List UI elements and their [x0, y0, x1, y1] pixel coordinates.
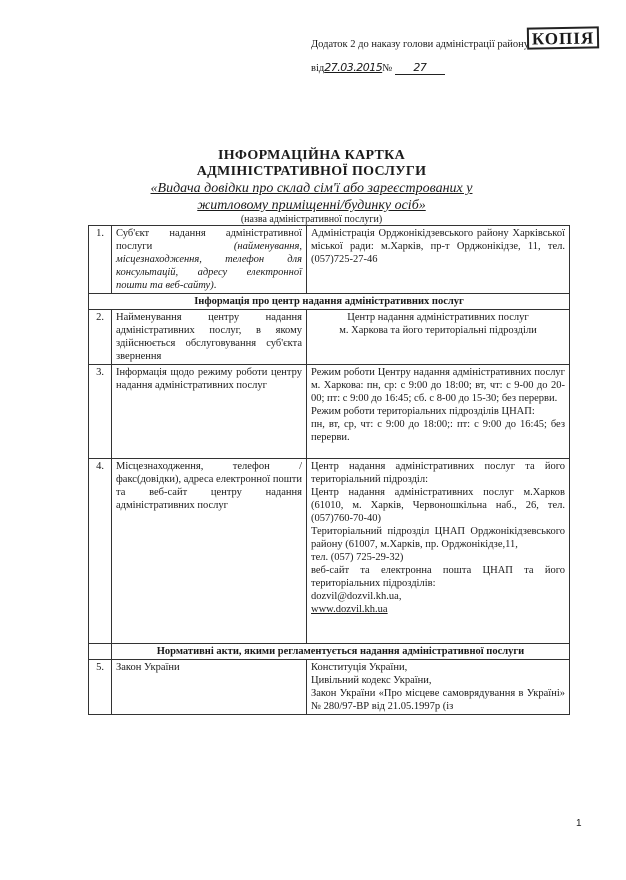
section-header: Інформація про центр надання адміністративних послуг	[89, 294, 570, 310]
row-label-tail: .	[213, 280, 217, 291]
row-label-italic: (найменування, місцезнаходження, телефон для консультацій, адресу електронної пошти та веб-сайту)	[116, 241, 302, 291]
table-row	[89, 365, 570, 459]
row-value-line: Конституція України,	[311, 662, 408, 673]
row-value-paragraph: тел. (057) 725-29-32)	[311, 552, 404, 563]
row-number: 1.	[89, 226, 112, 294]
handwritten-date: 27.03.2015	[324, 61, 383, 74]
row-value-paragraph: Режим роботи територіальних підрозділів ЦНАП:	[311, 406, 535, 417]
service-name-caption: (назва адміністративної послуги)	[240, 214, 383, 225]
row-value-line: м. Харкова та його територіальні підрозділи	[339, 325, 537, 336]
page-number: 1	[576, 818, 582, 829]
row-value	[307, 365, 570, 459]
empty-cell	[89, 644, 112, 660]
row-label	[112, 226, 307, 294]
section-header-row	[89, 644, 570, 660]
row-number: 2.	[89, 310, 112, 365]
row-value-line: Центр надання адміністративних послуг	[347, 312, 529, 323]
table-row	[89, 226, 570, 294]
row-label: Найменування центру надання адміністративних послуг, в якому здійснюється обслуговування суб'єкта звернення	[112, 310, 307, 365]
title-line-1: ІНФОРМАЦІЙНА КАРТКА	[217, 148, 406, 163]
website-link[interactable]: www.dozvil.kh.ua	[311, 604, 388, 615]
row-value-paragraph: Режим роботи Центру надання адміністративних послуг м. Харкова: пн, ср: с 9:00 до 18:00; вт, чт: с 9-00 до 20-00; пт: с 9:00 до 16:45; сб. с 8-00 до 15-30; без перерви.	[311, 367, 565, 404]
service-name-line-2: житловому приміщенні/будинку осіб»	[197, 198, 426, 213]
row-label: Закон України	[112, 660, 307, 715]
row-value	[307, 660, 570, 715]
row-value-paragraph: Центр надання адміністративних послуг м.Харков (61010, м. Харків, Червоношкільна наб., 26, тел. (057)760-70-40)	[311, 487, 565, 524]
row-value-paragraph: Центр надання адміністративних послуг та його територіальний підрозділ:	[311, 461, 565, 485]
row-value-paragraph: пн, вт, ср, чт: с 9:00 до 18:00;: пт: с 9:00 до 16:45; без перерви.	[311, 419, 565, 443]
date-prefix: від	[311, 63, 325, 74]
table-row	[89, 660, 570, 715]
handwritten-number: 27	[395, 61, 445, 75]
email-address: dozvil@dozvil.kh.ua,	[311, 591, 402, 602]
service-name-line-1: «Видача довідки про склад сім'ї або зареєстрованих у	[150, 181, 473, 196]
table-row	[89, 310, 570, 365]
row-value	[307, 310, 570, 365]
title-line-2: АДМІНІСТРАТИВНОЇ ПОСЛУГИ	[196, 164, 427, 179]
section-header: Нормативні акти, якими регламентується надання адміністративної послуги	[112, 644, 570, 660]
row-value: Адміністрація Орджонікідзевського району Харківської міської ради: м.Харків, пр-т Орджонікідзе, 11, тел. (057)725-27-46	[307, 226, 570, 294]
row-spacer	[311, 616, 565, 642]
row-label: Місцезнаходження, телефон /факс(довідки), адреса електронної пошти та веб-сайт центру надання адміністративних послуг	[112, 459, 307, 644]
copy-stamp: КОПІЯ	[527, 26, 599, 49]
title-block	[90, 148, 533, 226]
info-card-table	[88, 225, 570, 715]
row-value-line: Цивільний кодекс України,	[311, 675, 432, 686]
section-header-row	[89, 294, 570, 310]
row-value-paragraph: Територіальний підрозділ ЦНАП Орджонікідзевського району (61007, м.Харків, пр. Орджонікідзе,11,	[311, 526, 565, 550]
row-number: 3.	[89, 365, 112, 459]
row-value-paragraph: веб-сайт та електронна пошта ЦНАП та його територіальних підрозділів:	[311, 565, 565, 589]
row-label-text: Суб'єкт надання адміністративної послуги	[116, 228, 302, 252]
appendix-note: Додаток 2 до наказу голови адміністрації району	[311, 39, 530, 50]
row-label: Інформація щодо режиму роботи центру надання адміністративних послуг	[112, 365, 307, 459]
row-value-line: Закон України «Про місцеве самоврядування в Україні» № 280/97-ВР від 21.05.1997р (із	[311, 688, 565, 712]
row-spacer	[311, 444, 565, 457]
number-prefix: №	[382, 63, 393, 74]
row-value	[307, 459, 570, 644]
row-number: 5.	[89, 660, 112, 715]
row-number: 4.	[89, 459, 112, 644]
order-date-line	[311, 61, 445, 75]
table-row	[89, 459, 570, 644]
